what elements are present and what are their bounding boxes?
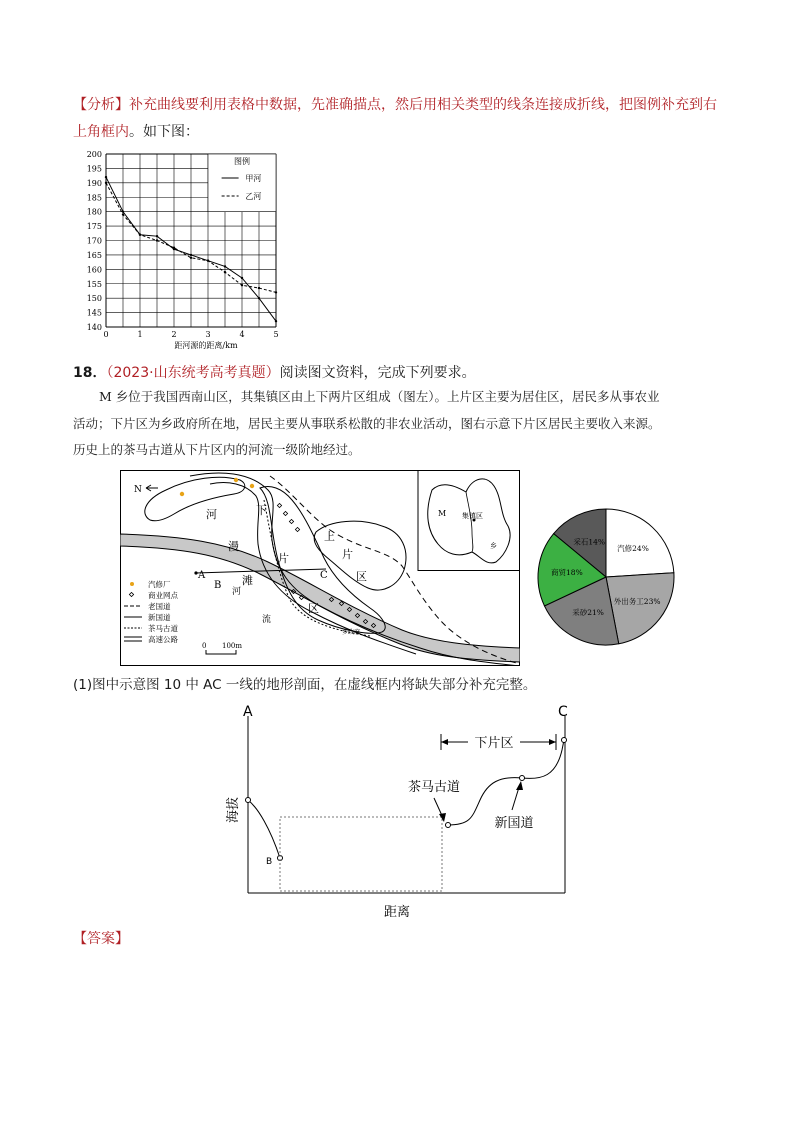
pie-label: 采砂21%: [572, 608, 604, 618]
data-point: [258, 297, 260, 299]
data-point: [190, 257, 192, 259]
legend-repair: 汽修厂: [148, 580, 171, 589]
analysis-text-1: 补充曲线要利用表格中数据，先准确描点，然后用相关类型的线条连接成折线，把图例补充到右: [129, 97, 717, 113]
data-point: [241, 284, 243, 286]
profile-new-road-label: 新国道: [494, 816, 534, 831]
map-label-river: 河: [232, 587, 242, 597]
pie-label: 商贸18%: [551, 568, 583, 578]
sub-question-1: (1)图中示意图 10 中 AC 一线的地形剖面，在虚线框内将缺失部分补充完整。: [73, 677, 537, 693]
x-tick-label: 3: [205, 330, 211, 339]
data-point: [275, 291, 277, 293]
y-tick-label: 145: [86, 308, 102, 318]
x-tick-label: 4: [239, 330, 245, 339]
data-point: [224, 265, 226, 267]
data-point: [122, 210, 124, 212]
data-point: [105, 182, 107, 184]
svg-text:0: 0: [202, 642, 207, 650]
data-point: [173, 247, 175, 249]
data-point: [139, 234, 141, 236]
y-tick-label: 165: [86, 250, 102, 260]
question-paragraph-2: 活动；下片区为乡政府所在地，居民主要从事联系松散的非农业活动，图右示意下片区居民主要收入来源。: [73, 416, 661, 431]
question-header: [73, 362, 476, 384]
legend-new-road: 新国道: [148, 613, 171, 622]
chart-x-axis-label: 距河源的距离/km: [174, 341, 238, 350]
legend-title: 图例: [234, 157, 250, 166]
inset-frame: [418, 471, 520, 571]
data-point: [105, 176, 107, 178]
question-source-open: （: [106, 365, 114, 381]
y-tick-label: 185: [86, 193, 102, 203]
y-tick-label: 160: [86, 265, 102, 275]
data-point: [207, 259, 209, 261]
profile-y-label: 海拔: [226, 796, 241, 824]
question-source-close: ）: [265, 365, 280, 381]
map-label-pian: 片: [278, 552, 289, 565]
inset-town: 集镇区: [462, 512, 483, 520]
question-paragraph-1: M 乡位于我国西南山区，其集镇区由上下两片区组成（图左）。上片区主要为居住区，居民多从事农业: [99, 389, 660, 404]
map-label-c: C: [320, 570, 328, 581]
x-tick-label: 5: [273, 330, 279, 339]
question-number: 18．: [73, 365, 107, 381]
profile-tea-road-label: 茶马古道: [407, 780, 461, 795]
x-tick-label: 0: [103, 330, 109, 339]
x-tick-label: 1: [137, 330, 143, 339]
legend-tea-road: 茶马古道: [148, 624, 178, 633]
profile-lower-area-label: 下片区: [474, 736, 514, 751]
profile-b-label: B: [266, 857, 273, 867]
town-map: [120, 470, 520, 666]
legend-highway: 高速公路: [148, 635, 178, 644]
profile-curve-ab: [248, 800, 280, 858]
legend-old-road: 老国道: [148, 602, 171, 611]
legend-label: 乙河: [245, 192, 262, 201]
data-point: [275, 320, 277, 322]
north-label: N: [134, 485, 142, 495]
map-label-qu: 区: [308, 602, 319, 615]
profile-c-label: C: [558, 704, 568, 720]
pie-label: 采石14%: [573, 537, 606, 547]
inset-xiang: 乡: [490, 542, 497, 550]
map-label-man: 漫: [228, 540, 239, 553]
pie-label: 汽修24%: [617, 544, 649, 554]
analysis-text-2: 。如下图：: [129, 124, 199, 140]
y-tick-label: 200: [86, 150, 102, 159]
analysis-line-2: [73, 121, 199, 143]
y-tick-label: 190: [86, 178, 102, 188]
y-tick-label: 140: [86, 323, 102, 332]
analysis-text-2-red: 上角框内: [73, 124, 129, 140]
pie-slice: [606, 509, 674, 577]
y-tick-label: 170: [86, 236, 102, 246]
inset-m: M: [438, 509, 447, 518]
x-tick-label: 2: [171, 330, 177, 339]
map-label-liu: 流: [262, 615, 272, 625]
y-tick-label: 150: [86, 294, 102, 304]
map-label-xia: 下: [256, 504, 267, 517]
data-point: [241, 277, 243, 279]
map-label-qu2: 区: [356, 570, 367, 583]
map-label-he: 河: [206, 508, 217, 521]
analysis-line-1: [73, 94, 717, 116]
data-point: [258, 287, 260, 289]
y-tick-label: 155: [86, 279, 102, 289]
legend-shop: 商业网点: [148, 591, 178, 600]
map-label-shang: 上: [324, 530, 335, 543]
map-label-a: A: [198, 570, 206, 581]
question-paragraph-3: 历史上的茶马古道从下片区内的河流一级阶地经过。: [73, 442, 361, 457]
data-point: [122, 213, 124, 215]
pie-label: 外出务工23%: [613, 597, 661, 607]
answer-dashed-box: [280, 817, 442, 891]
answer-label: 【答案】: [73, 931, 129, 947]
question-instruction: 阅读图文资料，完成下列要求。: [279, 365, 476, 381]
water-level-chart: [70, 145, 285, 350]
income-pie-chart: [534, 505, 679, 650]
map-label-gov: 乡政府: [342, 629, 361, 636]
map-label-tan: 滩: [242, 574, 253, 587]
data-point: [190, 254, 192, 256]
y-tick-label: 195: [86, 164, 102, 174]
profile-a-label: A: [243, 704, 253, 720]
map-label-pian2: 片: [342, 548, 353, 561]
question-source: 2023·山东统考高考真题: [113, 365, 266, 381]
data-point: [224, 271, 226, 273]
y-tick-label: 175: [86, 222, 102, 232]
profile-x-label: 距离: [383, 905, 411, 920]
profile-diagram: [212, 700, 592, 925]
analysis-label: 【分析】: [73, 97, 129, 113]
svg-text:100m: 100m: [222, 642, 242, 650]
map-label-b: B: [214, 580, 222, 591]
data-point: [156, 235, 158, 237]
y-tick-label: 180: [86, 207, 102, 217]
profile-curve-c: [448, 740, 564, 825]
data-point: [156, 239, 158, 241]
legend-label: 甲河: [245, 174, 262, 183]
